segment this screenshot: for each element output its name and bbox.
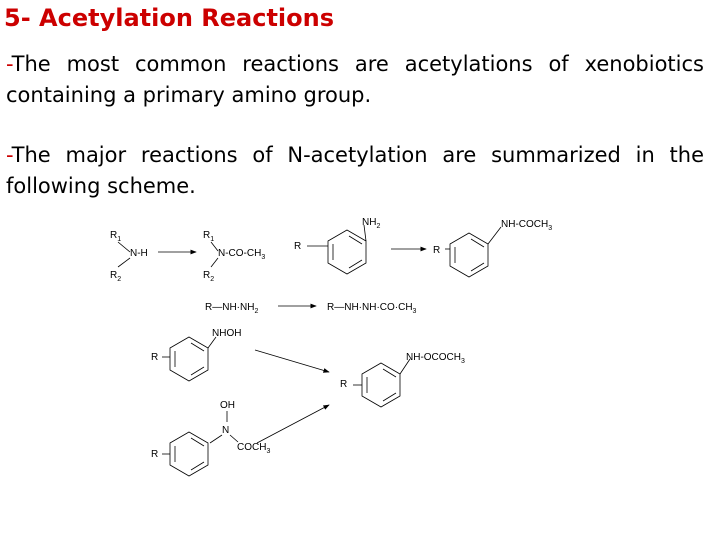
- nh2-label: $NH_2$: [362, 217, 381, 230]
- r2-label: $R_2$: [203, 270, 215, 283]
- bullet-dash: -: [6, 143, 12, 167]
- reaction-hydrazine: [205, 302, 417, 315]
- nh-label: N-H: [130, 248, 148, 259]
- r2-label: $R_2$: [110, 270, 122, 283]
- reaction-arrow: [257, 405, 329, 443]
- r-label: R: [433, 245, 441, 256]
- nh-ococh3-label: $NH-OCOCH_3$: [406, 352, 465, 365]
- coch3-label: $COCH_3$: [237, 442, 271, 455]
- nh-coch3-label: $NH-COCH_3$: [501, 219, 553, 232]
- benzene-ring: [450, 233, 488, 277]
- n-acetoxy-arylamine: [340, 352, 465, 407]
- r1-label: $R_1$: [110, 230, 122, 243]
- paragraph-common-reactions: [6, 49, 704, 111]
- oh-label: OH: [220, 400, 235, 411]
- paragraph-major-reactions: [6, 140, 704, 202]
- acetylation-scheme: [0, 205, 720, 485]
- paragraph-text: The most common reactions are acetylations of xenobiotics containing a primary amino group.: [6, 52, 704, 107]
- bullet-dash: -: [6, 52, 12, 76]
- reaction-arrow: [255, 350, 329, 372]
- hydrazide-label: $R—NH\cdot NH\cdot CO\cdot CH_3$: [327, 302, 417, 315]
- slide-title: 5- Acetylation Reactions: [4, 4, 334, 32]
- n-acetyl-label: $N-CO-CH_3$: [218, 248, 266, 261]
- reaction-secondary-amine: [110, 230, 265, 283]
- paragraph-text: The major reactions of N-acetylation are summarized in the following scheme.: [6, 143, 704, 198]
- nhoh-label: NHOH: [212, 328, 242, 339]
- r-label: R: [151, 449, 159, 460]
- benzene-ring: [170, 337, 208, 381]
- r-label: R: [294, 241, 302, 252]
- benzene-ring: [328, 230, 366, 274]
- hydrazine-label: $R—NH\cdot NH_2$: [205, 302, 259, 315]
- n-aryl-hydroxamic-acid: [151, 400, 270, 476]
- r-label: R: [151, 352, 159, 363]
- n-label: N: [222, 425, 230, 436]
- benzene-ring: [170, 432, 208, 476]
- r1-label: $R_1$: [203, 230, 215, 243]
- aryl-hydroxylamine: [151, 328, 241, 381]
- reaction-aromatic-amine: [294, 217, 552, 277]
- benzene-ring: [362, 363, 400, 407]
- r-label: R: [340, 379, 348, 390]
